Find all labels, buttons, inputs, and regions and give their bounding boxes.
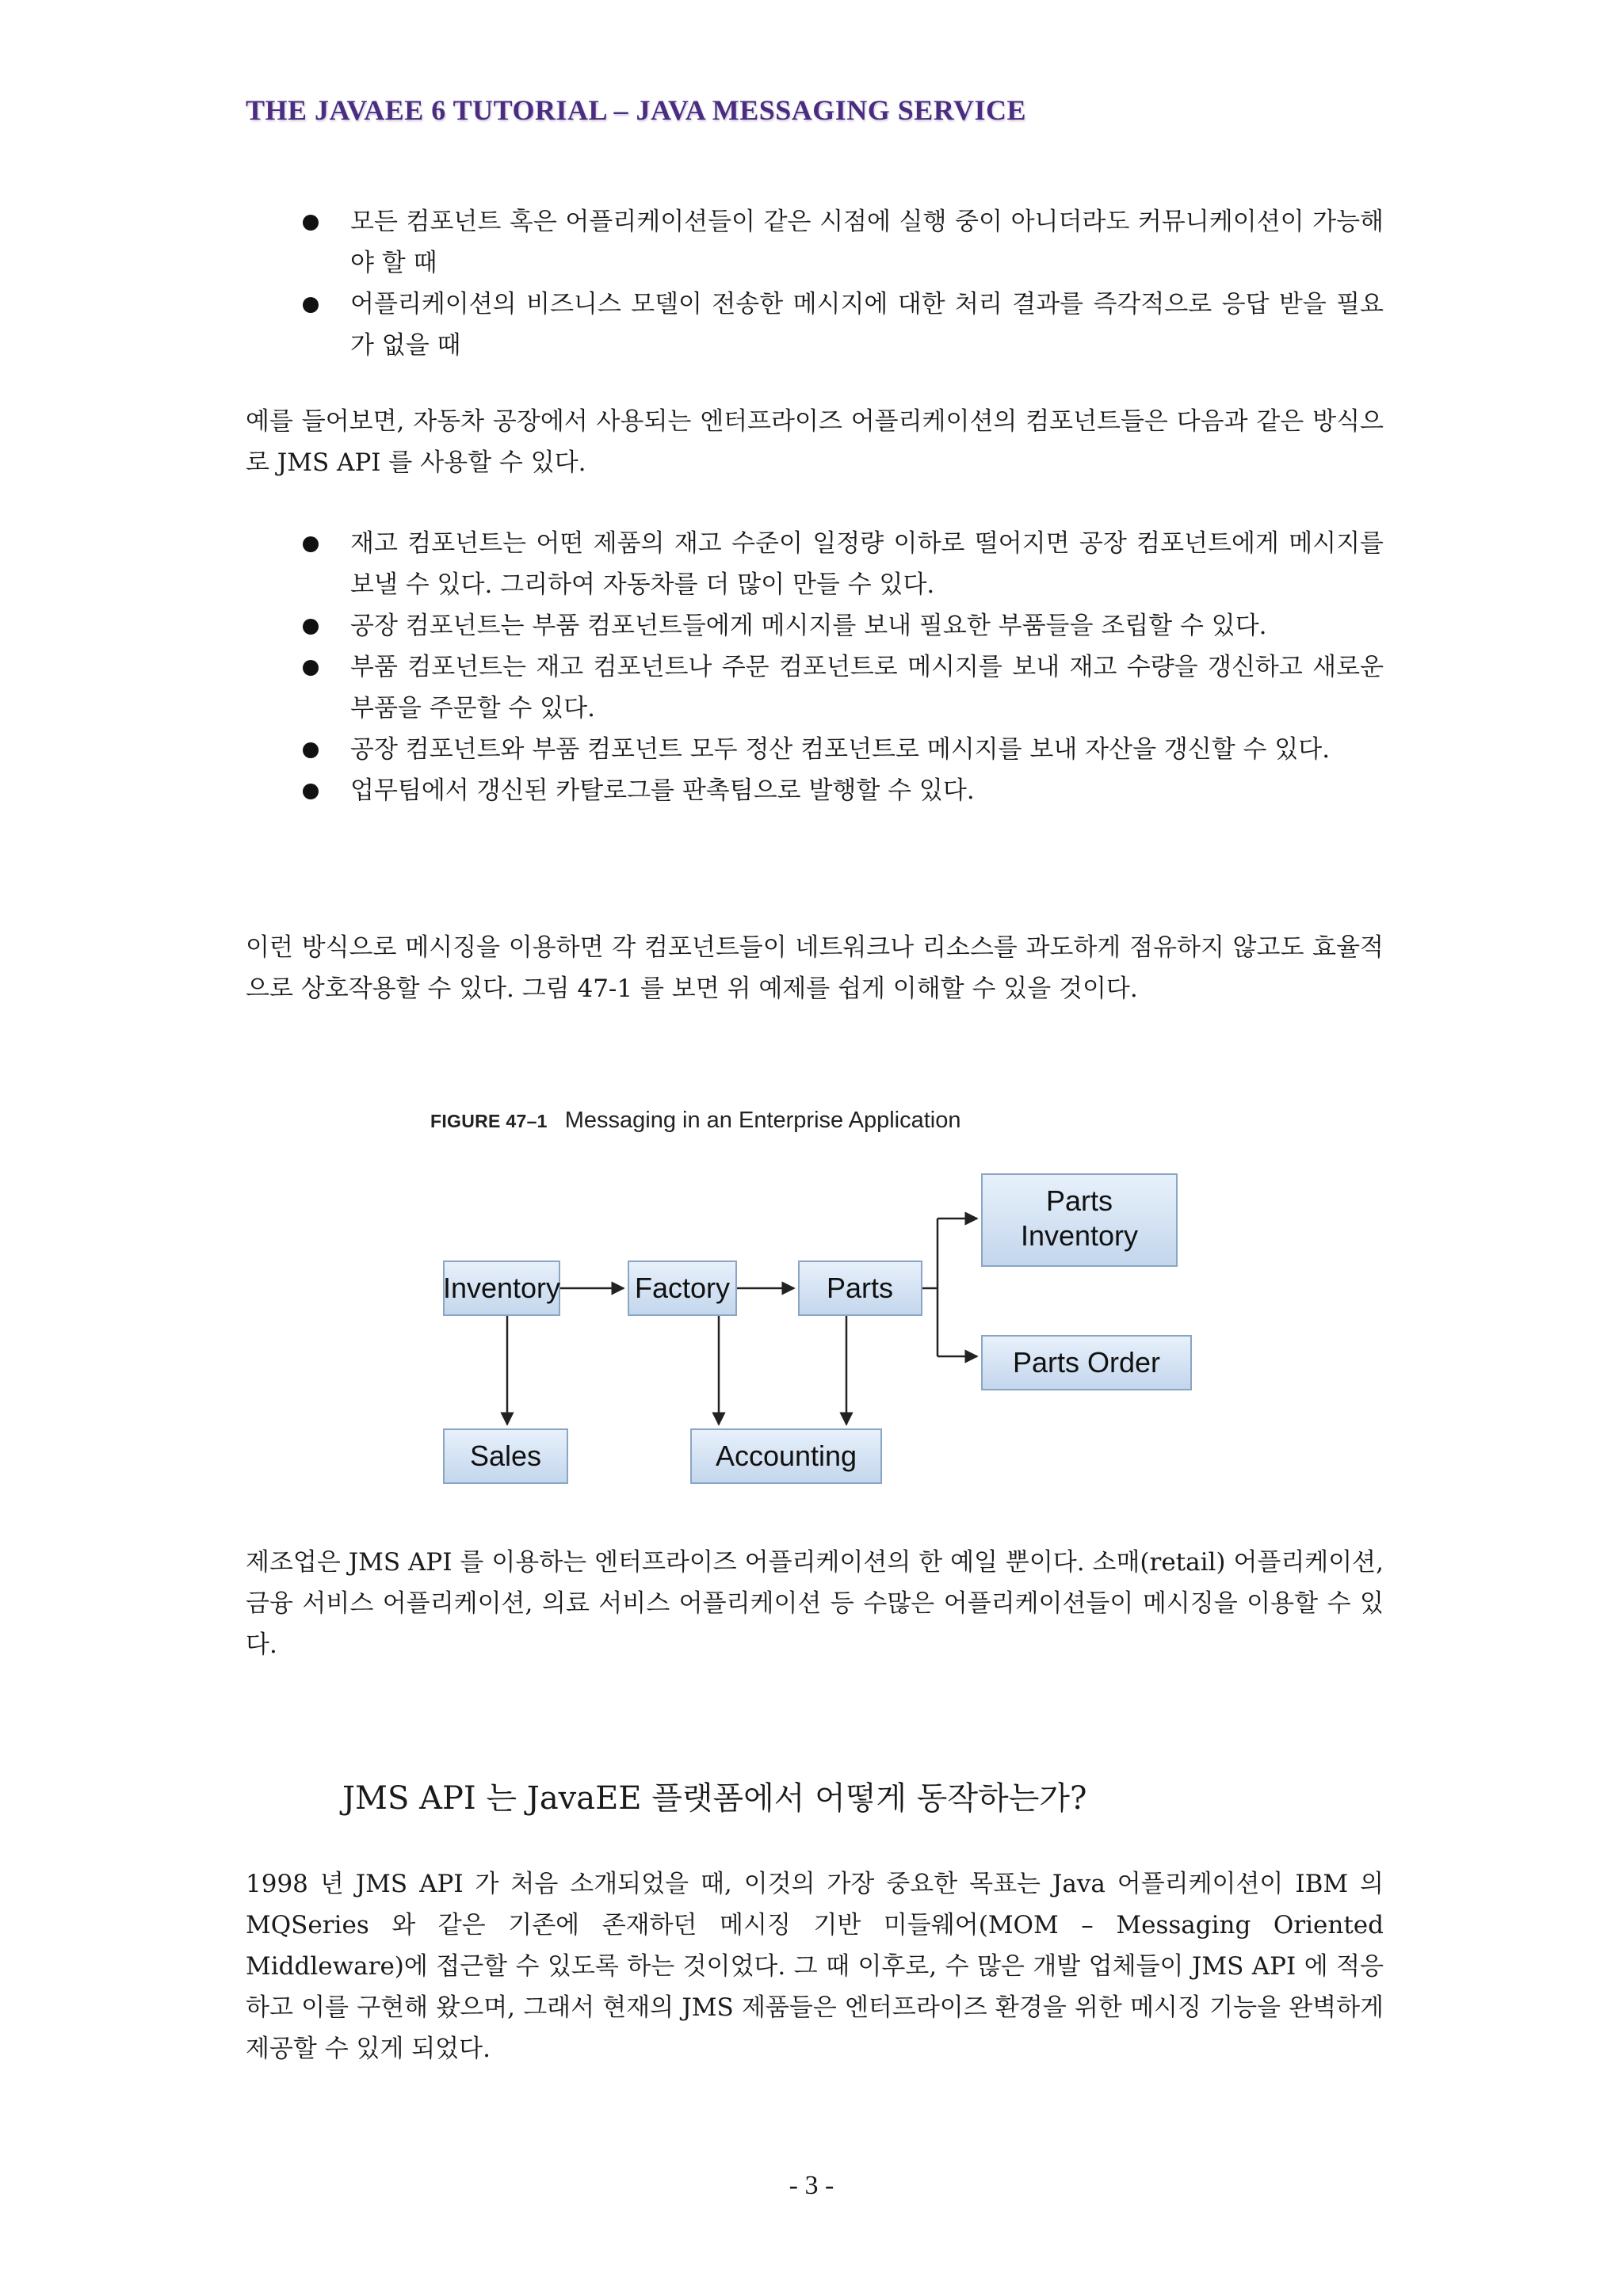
list-item: 재고 컴포넌트는 어떤 제품의 재고 수준이 일정량 이하로 떨어지면 공장 컴포넌트에게 메시지를 보낼 수 있다. 그리하여 자동차를 더 많이 만들 수 있다. (293, 523, 1384, 605)
accounting-box (691, 1429, 881, 1483)
list-item: 업무팀에서 갱신된 카탈로그를 판촉팀으로 발행할 수 있다. (293, 770, 1384, 811)
svg-text:Parts Order: Parts Order (1012, 1346, 1161, 1379)
list-item: 공장 컴포넌트와 부품 컴포넌트 모두 정산 컴포넌트로 메시지를 보내 자산을 갱신할 수 있다. (293, 729, 1384, 770)
manufacturing-paragraph: 제조업은 JMS API 를 이용하는 엔터프라이즈 어플리케이션의 한 예일 뿐이다. 소매(retail) 어플리케이션, 금융 서비스 어플리케이션, 의료 서비스 어플리케이션 등 수많은 어플리케이션들이 메시징을 이용할 수 있다. (246, 1548, 1384, 1659)
svg-text:Parts: Parts (826, 1272, 894, 1304)
figure-number: FIGURE 47–1 (430, 1111, 548, 1131)
list-item: 부품 컴포넌트는 재고 컴포넌트나 주문 컴포넌트로 메시지를 보내 재고 수량을 갱신하고 새로운 부품을 주문할 수 있다. (293, 646, 1384, 729)
svg-text:Sales: Sales (469, 1440, 542, 1472)
list-item: 모든 컴포넌트 혹은 어플리케이션들이 같은 시점에 실행 중이 아니더라도 커뮤니케이션이 가능해야 할 때 (293, 201, 1384, 284)
inventory-box (443, 1261, 560, 1315)
parts-inventory-box (982, 1174, 1177, 1266)
figure-title: Messaging in an Enterprise Application (564, 1108, 961, 1133)
parts-box (799, 1261, 922, 1315)
page-number: - 3 - (789, 2171, 834, 2200)
svg-text:Accounting: Accounting (715, 1440, 857, 1472)
svg-text:Parts: Parts (1045, 1184, 1113, 1217)
list-item: 어플리케이션의 비즈니스 모델이 전송한 메시지에 대한 처리 결과를 즉각적으로 응답 받을 필요가 없을 때 (293, 284, 1384, 366)
svg-text:Factory: Factory (634, 1272, 731, 1304)
running-header: THE JAVAEE 6 TUTORIAL – JAVA MESSAGING SERVICE (246, 94, 1027, 126)
list-item: 공장 컴포넌트는 부품 컴포넌트들에게 메시지를 보내 필요한 부품들을 조립할 수 있다. (293, 605, 1384, 646)
svg-text:Inventory: Inventory (442, 1272, 561, 1304)
section-heading: JMS API 는 JavaEE 플랫폼에서 어떻게 동작하는가? (342, 1780, 1087, 1817)
section-body-paragraph: 1998 년 JMS API 가 처음 소개되었을 때, 이것의 가장 중요한 목표는 Java 어플리케이션이 IBM 의 MQSeries 와 같은 기존에 존재하던 메시징 기반 미들웨어(MOM – Messaging Oriented Middleware)에 접근할 수 있도록 하는 것이었다. 그 때 이후로, 수 많은 개발 업체들이 JMS API 에 적응하고 이를 구현해 왔으며, 그래서 현재의 JMS 제품들은 엔터프라이즈 환경을 위한 메시징 기능을 완벽하게 제공할 수 있게 되었다. (246, 1870, 1384, 2063)
svg-text:Inventory: Inventory (1020, 1219, 1139, 1252)
example-intro-paragraph: 예를 들어보면, 자동차 공장에서 사용되는 엔터프라이즈 어플리케이션의 컴포넌트들은 다음과 같은 방식으로 JMS API 를 사용할 수 있다. (246, 407, 1384, 477)
sales-box (444, 1429, 567, 1483)
messaging-paragraph: 이런 방식으로 메시징을 이용하면 각 컴포넌트들이 네트워크나 리소스를 과도하게 점유하지 않고도 효율적으로 상호작용할 수 있다. 그림 47-1 를 보면 위 예제를 쉽게 이해할 수 있을 것이다. (246, 933, 1384, 1003)
factory-box (628, 1261, 736, 1315)
parts-order-box (982, 1336, 1191, 1390)
